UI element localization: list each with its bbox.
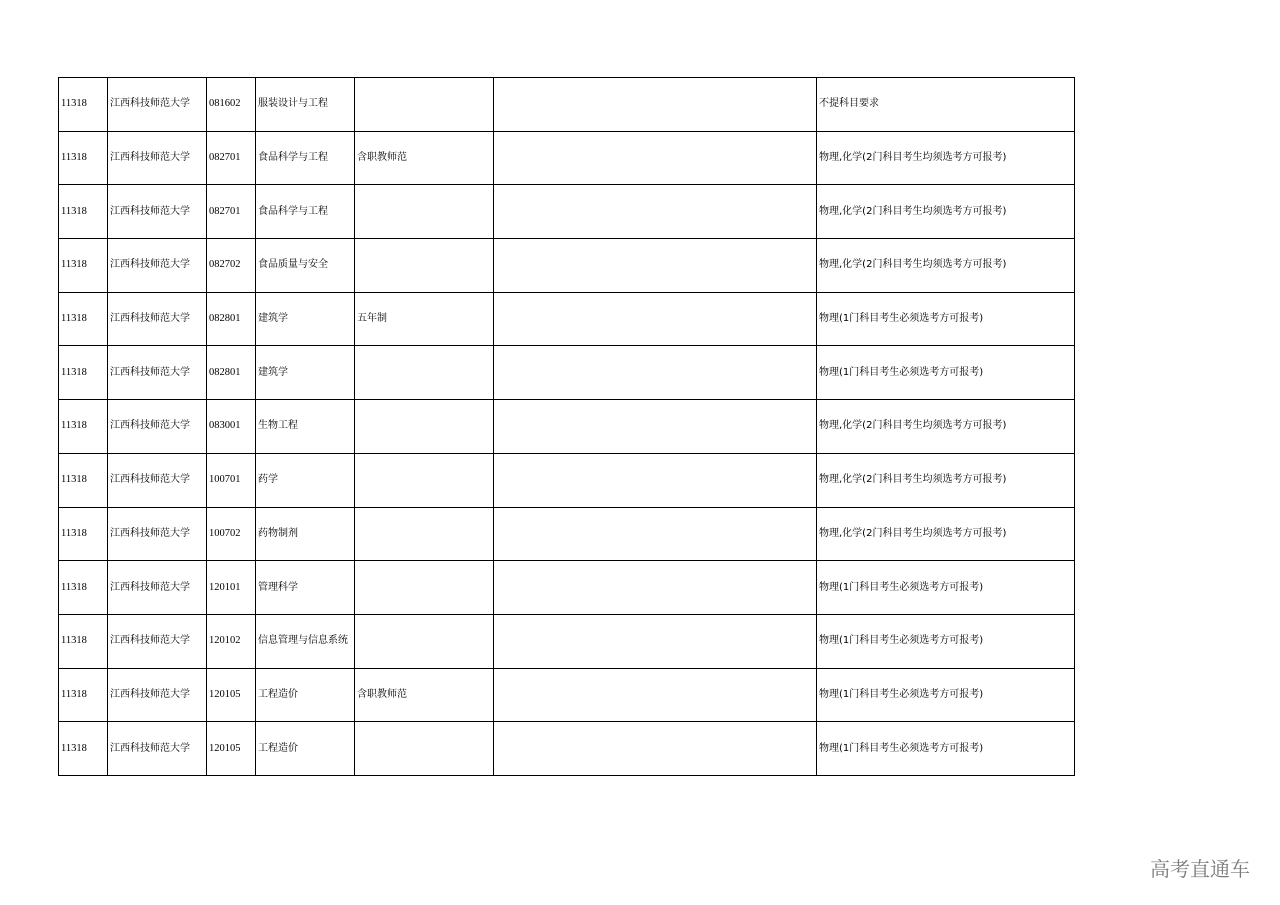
major-note-cell: 含职教师范 bbox=[355, 668, 494, 722]
school-code-cell: 11318 bbox=[59, 614, 108, 668]
table-row bbox=[59, 614, 1075, 668]
table-row bbox=[59, 78, 1075, 132]
school-name-cell: 江西科技师范大学 bbox=[108, 346, 207, 400]
remark-cell bbox=[494, 78, 817, 132]
remark-cell bbox=[494, 453, 817, 507]
remark-cell bbox=[494, 614, 817, 668]
school-name-cell: 江西科技师范大学 bbox=[108, 561, 207, 615]
subject-requirement-cell: 物理(1门科目考生必须选考方可报考) bbox=[817, 346, 1075, 400]
remark-cell bbox=[494, 507, 817, 561]
major-name-cell: 药物制剂 bbox=[256, 507, 355, 561]
school-code-cell: 11318 bbox=[59, 239, 108, 293]
school-code-cell: 11318 bbox=[59, 400, 108, 454]
major-note-cell bbox=[355, 400, 494, 454]
major-name-cell: 信息管理与信息系统 bbox=[256, 614, 355, 668]
major-name-cell: 建筑学 bbox=[256, 346, 355, 400]
school-code-cell: 11318 bbox=[59, 561, 108, 615]
major-name-cell: 药学 bbox=[256, 453, 355, 507]
table-row bbox=[59, 292, 1075, 346]
major-note-cell bbox=[355, 239, 494, 293]
table-row bbox=[59, 346, 1075, 400]
major-note-cell: 五年制 bbox=[355, 292, 494, 346]
school-name-cell: 江西科技师范大学 bbox=[108, 239, 207, 293]
major-note-cell: 含职教师范 bbox=[355, 131, 494, 185]
major-name-cell: 生物工程 bbox=[256, 400, 355, 454]
major-code-cell: 082701 bbox=[207, 131, 256, 185]
major-name-cell: 食品科学与工程 bbox=[256, 131, 355, 185]
subject-requirement-cell: 物理(1门科目考生必须选考方可报考) bbox=[817, 561, 1075, 615]
school-name-cell: 江西科技师范大学 bbox=[108, 78, 207, 132]
major-note-cell bbox=[355, 346, 494, 400]
subject-requirement-cell: 物理,化学(2门科目考生均须选考方可报考) bbox=[817, 400, 1075, 454]
remark-cell bbox=[494, 131, 817, 185]
major-name-cell: 工程造价 bbox=[256, 668, 355, 722]
major-code-cell: 120102 bbox=[207, 614, 256, 668]
table-row bbox=[59, 722, 1075, 776]
school-code-cell: 11318 bbox=[59, 292, 108, 346]
remark-cell bbox=[494, 185, 817, 239]
school-code-cell: 11318 bbox=[59, 346, 108, 400]
major-code-cell: 120105 bbox=[207, 668, 256, 722]
major-code-cell: 100701 bbox=[207, 453, 256, 507]
school-name-cell: 江西科技师范大学 bbox=[108, 131, 207, 185]
table-row bbox=[59, 507, 1075, 561]
table-row bbox=[59, 668, 1075, 722]
school-name-cell: 江西科技师范大学 bbox=[108, 400, 207, 454]
school-name-cell: 江西科技师范大学 bbox=[108, 507, 207, 561]
major-name-cell: 工程造价 bbox=[256, 722, 355, 776]
major-note-cell bbox=[355, 78, 494, 132]
school-name-cell: 江西科技师范大学 bbox=[108, 185, 207, 239]
table-row bbox=[59, 561, 1075, 615]
school-code-cell: 11318 bbox=[59, 507, 108, 561]
table-row bbox=[59, 185, 1075, 239]
school-code-cell: 11318 bbox=[59, 453, 108, 507]
school-code-cell: 11318 bbox=[59, 722, 108, 776]
major-code-cell: 120101 bbox=[207, 561, 256, 615]
major-name-cell: 食品科学与工程 bbox=[256, 185, 355, 239]
major-code-cell: 082702 bbox=[207, 239, 256, 293]
subject-requirement-cell: 物理(1门科目考生必须选考方可报考) bbox=[817, 292, 1075, 346]
major-code-cell: 100702 bbox=[207, 507, 256, 561]
table-row bbox=[59, 239, 1075, 293]
remark-cell bbox=[494, 346, 817, 400]
major-code-cell: 082801 bbox=[207, 346, 256, 400]
remark-cell bbox=[494, 722, 817, 776]
subject-requirement-cell: 物理(1门科目考生必须选考方可报考) bbox=[817, 614, 1075, 668]
subject-requirement-cell: 物理,化学(2门科目考生均须选考方可报考) bbox=[817, 131, 1075, 185]
major-note-cell bbox=[355, 453, 494, 507]
school-name-cell: 江西科技师范大学 bbox=[108, 292, 207, 346]
subject-requirement-cell: 物理,化学(2门科目考生均须选考方可报考) bbox=[817, 239, 1075, 293]
major-code-cell: 082701 bbox=[207, 185, 256, 239]
remark-cell bbox=[494, 668, 817, 722]
school-name-cell: 江西科技师范大学 bbox=[108, 722, 207, 776]
subject-requirement-cell: 物理(1门科目考生必须选考方可报考) bbox=[817, 722, 1075, 776]
major-code-cell: 083001 bbox=[207, 400, 256, 454]
school-name-cell: 江西科技师范大学 bbox=[108, 668, 207, 722]
school-name-cell: 江西科技师范大学 bbox=[108, 614, 207, 668]
table-row bbox=[59, 453, 1075, 507]
major-code-cell: 082801 bbox=[207, 292, 256, 346]
subject-requirement-cell: 物理,化学(2门科目考生均须选考方可报考) bbox=[817, 453, 1075, 507]
major-name-cell: 建筑学 bbox=[256, 292, 355, 346]
major-note-cell bbox=[355, 507, 494, 561]
table-row bbox=[59, 400, 1075, 454]
table-row bbox=[59, 131, 1075, 185]
major-note-cell bbox=[355, 185, 494, 239]
school-name-cell: 江西科技师范大学 bbox=[108, 453, 207, 507]
major-name-cell: 服装设计与工程 bbox=[256, 78, 355, 132]
school-code-cell: 11318 bbox=[59, 131, 108, 185]
watermark-logo: 高考直通车 bbox=[1150, 857, 1250, 881]
remark-cell bbox=[494, 400, 817, 454]
major-code-cell: 120105 bbox=[207, 722, 256, 776]
major-name-cell: 食品质量与安全 bbox=[256, 239, 355, 293]
school-code-cell: 11318 bbox=[59, 668, 108, 722]
subject-requirements-table bbox=[58, 77, 1075, 776]
major-note-cell bbox=[355, 561, 494, 615]
major-name-cell: 管理科学 bbox=[256, 561, 355, 615]
major-note-cell bbox=[355, 614, 494, 668]
remark-cell bbox=[494, 239, 817, 293]
remark-cell bbox=[494, 561, 817, 615]
subject-requirement-cell: 不提科目要求 bbox=[817, 78, 1075, 132]
major-note-cell bbox=[355, 722, 494, 776]
subject-requirement-cell: 物理(1门科目考生必须选考方可报考) bbox=[817, 668, 1075, 722]
subject-requirement-cell: 物理,化学(2门科目考生均须选考方可报考) bbox=[817, 507, 1075, 561]
school-code-cell: 11318 bbox=[59, 185, 108, 239]
school-code-cell: 11318 bbox=[59, 78, 108, 132]
subject-requirement-cell: 物理,化学(2门科目考生均须选考方可报考) bbox=[817, 185, 1075, 239]
major-code-cell: 081602 bbox=[207, 78, 256, 132]
remark-cell bbox=[494, 292, 817, 346]
table-body bbox=[59, 78, 1075, 776]
